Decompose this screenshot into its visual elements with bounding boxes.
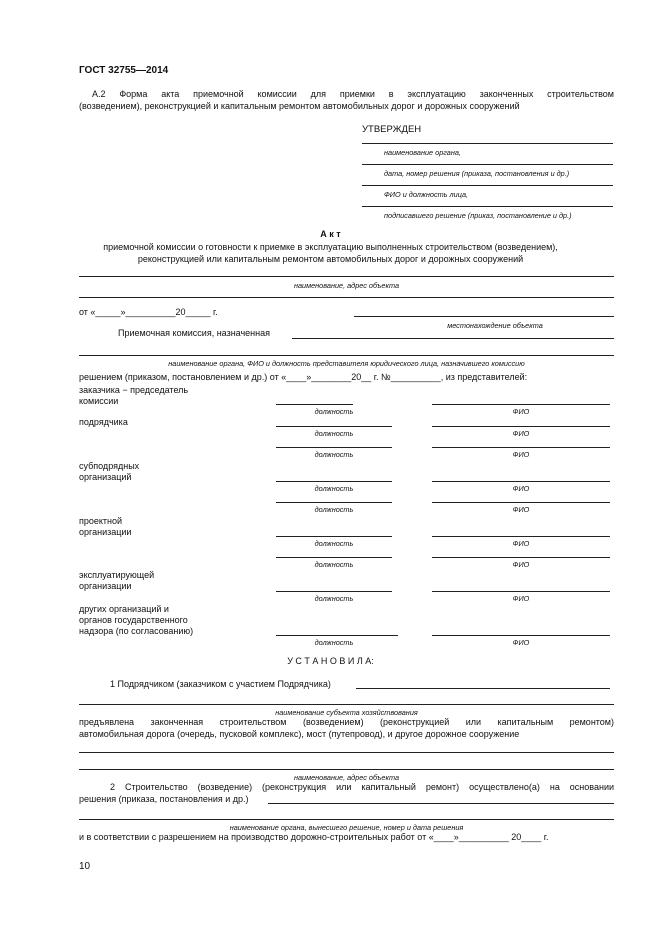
object-line-2[interactable] bbox=[79, 297, 614, 298]
act-date[interactable]: от «_____»__________20_____ г. bbox=[79, 307, 218, 317]
page-number: 10 bbox=[79, 861, 91, 872]
other-label-2: органов государственного bbox=[79, 615, 188, 625]
position-caption: должность bbox=[314, 505, 354, 514]
position-caption: должность bbox=[314, 484, 354, 493]
para-2-line[interactable] bbox=[268, 803, 614, 804]
position-caption: должность bbox=[314, 638, 354, 647]
name-caption: ФИО bbox=[512, 594, 530, 603]
approval-date-line[interactable] bbox=[362, 164, 613, 165]
commission-label: Приемочная комиссия, назначенная bbox=[118, 328, 270, 338]
approval-organ-line[interactable] bbox=[362, 143, 613, 144]
para-1-line[interactable] bbox=[356, 688, 610, 689]
subcontractor-label-1: субподрядных bbox=[79, 461, 140, 471]
name-caption: ФИО bbox=[512, 484, 530, 493]
object-caption: наименование, адрес объекта bbox=[293, 281, 400, 290]
name-caption: ФИО bbox=[512, 429, 530, 438]
design-name-line[interactable] bbox=[432, 536, 610, 537]
position-caption: должность bbox=[314, 594, 354, 603]
subcontractor-position-line-2[interactable] bbox=[276, 502, 392, 503]
other-name-line[interactable] bbox=[432, 635, 610, 636]
approval-organ-caption: наименование органа, bbox=[384, 148, 461, 157]
contractor-name-line[interactable] bbox=[432, 426, 610, 427]
approval-person-caption: ФИО и должность лица, bbox=[384, 190, 469, 199]
intro-line-1: А.2 Форма акта приемочной комиссии для приемки в эксплуатацию законченных строительством bbox=[92, 89, 614, 99]
approval-person-line[interactable] bbox=[362, 185, 613, 186]
name-caption: ФИО bbox=[512, 505, 530, 514]
customer-label-1: заказчика − председатель bbox=[79, 385, 189, 395]
approval-date-caption: дата, номер решения (приказа, постановления и др.) bbox=[384, 169, 570, 178]
design-label-1: проектной bbox=[79, 516, 123, 526]
operator-label-1: эксплуатирующей bbox=[79, 570, 155, 580]
intro-line-2: (возведением), реконструкцией и капитальным ремонтом автомобильных дорог и дорожных сооружений bbox=[79, 101, 520, 111]
decision-organ-caption: наименование органа, вынесшего решение, номер и дата решения bbox=[229, 823, 464, 832]
commission-caption: наименование органа, ФИО и должность представителя юридического лица, назначившего комиссию bbox=[168, 359, 525, 368]
commission-line-2[interactable] bbox=[79, 355, 614, 356]
name-caption: ФИО bbox=[512, 560, 530, 569]
para-1: 1 Подрядчиком (заказчиком с участием Подрядчика) bbox=[110, 679, 331, 689]
name-caption: ФИО bbox=[512, 638, 530, 647]
contractor-label: подрядчика bbox=[79, 417, 128, 427]
customer-name-line[interactable] bbox=[432, 404, 610, 405]
subject-line[interactable] bbox=[79, 704, 614, 705]
decision-organ-line[interactable] bbox=[79, 819, 614, 820]
other-position-line[interactable] bbox=[276, 635, 398, 636]
subcontractor-name-line-2[interactable] bbox=[432, 502, 610, 503]
design-name-line-2[interactable] bbox=[432, 557, 610, 558]
other-label-3: надзора (по согласованию) bbox=[79, 626, 194, 636]
contractor-name-line-2[interactable] bbox=[432, 447, 610, 448]
operator-name-line[interactable] bbox=[432, 591, 610, 592]
contractor-position-line-2[interactable] bbox=[276, 447, 392, 448]
position-caption: должность bbox=[314, 539, 354, 548]
standard-number: ГОСТ 32755—2014 bbox=[79, 65, 169, 76]
subject-caption: наименование субъекта хозяйствования bbox=[275, 708, 418, 717]
para-2-line-3[interactable]: и в соответствии с разрешением на производство дорожно-строительных работ от «____»__________ 20____ г. bbox=[79, 832, 549, 842]
para-2-line-2: решения (приказа, постановления и др.) bbox=[79, 794, 249, 804]
act-subtitle-1: приемочной комиссии о готовности к приемке в эксплуатацию выполненных строительством (возведением), bbox=[103, 242, 558, 252]
approval-signer-line[interactable] bbox=[362, 206, 613, 207]
commission-line[interactable] bbox=[292, 338, 614, 339]
operator-label-2: организации bbox=[79, 581, 132, 591]
act-subtitle-2: реконструкцией или капитальным ремонтом автомобильных дорог и дорожных сооружений bbox=[137, 254, 524, 264]
location-caption: местонахождение объекта bbox=[447, 321, 543, 330]
design-label-2: организации bbox=[79, 527, 132, 537]
para-1b-line-2: автомобильная дорога (очередь, пусковой комплекс), мост (путепровод), и другое дорожное сооружение bbox=[79, 729, 520, 739]
para-2-line-1: 2 Строительство (возведение) (реконструкция или капитальный ремонт) осуществлено(а) на основании bbox=[110, 782, 614, 792]
subcontractor-name-line[interactable] bbox=[432, 481, 610, 482]
design-position-line-2[interactable] bbox=[276, 557, 392, 558]
para-1b-line-1: предъявлена законченная строительством (возведением) (реконструкцией или капитальным ремонтом) bbox=[79, 717, 614, 727]
operator-position-line[interactable] bbox=[276, 591, 392, 592]
customer-position-line[interactable] bbox=[276, 404, 353, 405]
established-title: У С Т А Н О В И Л А: bbox=[287, 656, 374, 666]
position-caption: должность bbox=[314, 407, 354, 416]
object-line-3[interactable] bbox=[79, 752, 614, 753]
other-label-1: других организаций и bbox=[79, 604, 169, 614]
subcontractor-position-line[interactable] bbox=[276, 481, 392, 482]
name-caption: ФИО bbox=[512, 407, 530, 416]
position-caption: должность bbox=[314, 560, 354, 569]
position-caption: должность bbox=[314, 429, 354, 438]
approval-title: УТВЕРЖДЕН bbox=[362, 124, 422, 135]
object-line[interactable] bbox=[79, 276, 614, 277]
name-caption: ФИО bbox=[512, 539, 530, 548]
decision-line[interactable]: решением (приказом, постановлением и др.) от «____»________20__ г. №__________, из представителей: bbox=[79, 372, 528, 382]
position-caption: должность bbox=[314, 450, 354, 459]
name-caption: ФИО bbox=[512, 450, 530, 459]
act-title: А к т bbox=[320, 229, 341, 239]
contractor-position-line[interactable] bbox=[276, 426, 392, 427]
approval-signer-caption: подписавшего решение (приказ, постановление и др.) bbox=[384, 211, 572, 220]
subcontractor-label-2: организаций bbox=[79, 472, 132, 482]
design-position-line[interactable] bbox=[276, 536, 392, 537]
location-line[interactable] bbox=[354, 316, 614, 317]
object-caption-2: наименование, адрес объекта bbox=[293, 773, 400, 782]
object-line-4[interactable] bbox=[79, 769, 614, 770]
customer-label-2: комиссии bbox=[79, 396, 119, 406]
